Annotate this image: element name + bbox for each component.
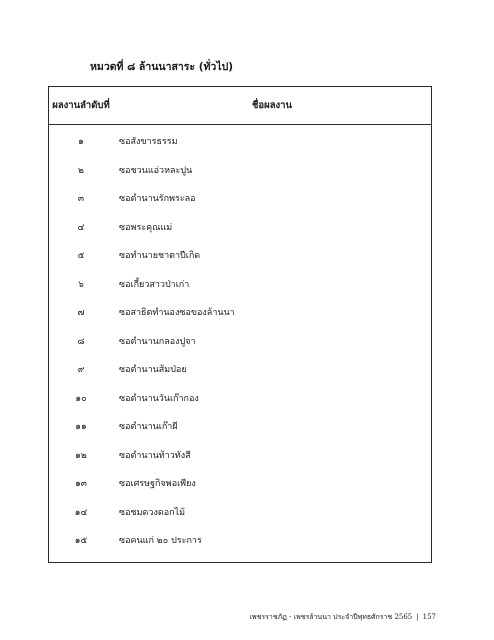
table-row bbox=[49, 156, 431, 185]
section-title: หมวดที่ ๘ ล้านนาสาระ (ทั่วไป) bbox=[90, 61, 234, 73]
table-row bbox=[49, 241, 431, 270]
work-number: ๑๐ bbox=[75, 393, 87, 404]
table-row bbox=[49, 327, 431, 356]
work-title: ซอสังขารธรรม bbox=[119, 137, 178, 148]
table-row bbox=[49, 127, 431, 156]
work-title: ซอตำนานวันเก๊ากอง bbox=[119, 393, 199, 404]
work-number: ๗ bbox=[77, 308, 85, 319]
work-title: ซอตำนานกลองปูจา bbox=[119, 336, 196, 347]
table-row bbox=[49, 213, 431, 242]
work-number: ๒ bbox=[78, 165, 84, 176]
table-row bbox=[49, 498, 431, 527]
header-work-title: ชื่อผลงาน bbox=[251, 100, 292, 111]
work-title: ซอเกี้ยวสาวป่าเก่า bbox=[119, 279, 190, 290]
table-row bbox=[49, 384, 431, 413]
work-number: ๑๔ bbox=[74, 507, 88, 518]
work-title: ซอทำนายชาตาปีเกิด bbox=[119, 251, 201, 262]
work-title: ซอชมดวงดอกไม้ bbox=[119, 507, 186, 518]
table-row bbox=[49, 270, 431, 299]
table-header-row bbox=[49, 87, 431, 125]
works-table bbox=[48, 86, 432, 563]
table-row bbox=[49, 184, 431, 213]
table-row bbox=[49, 412, 431, 441]
table-body bbox=[49, 125, 431, 562]
work-title: ซอตำนานท้าวทังสี bbox=[119, 450, 191, 461]
work-number: ๓ bbox=[77, 194, 85, 205]
work-number: ๑๑ bbox=[75, 422, 87, 433]
work-number: ๕ bbox=[77, 251, 85, 262]
work-number: ๑๕ bbox=[74, 536, 88, 547]
work-number: ๑๒ bbox=[75, 450, 87, 461]
table-row bbox=[49, 441, 431, 470]
table-row bbox=[49, 298, 431, 327]
work-title: ซอตำนานส้มป่อย bbox=[119, 365, 187, 376]
work-title: ซอตำนานรักพระลอ bbox=[119, 194, 196, 205]
work-number: ๙ bbox=[77, 365, 85, 376]
work-title: ซอคนแก่ ๒๐ ประการ bbox=[119, 536, 202, 547]
page-number: 157 bbox=[422, 613, 436, 621]
page-footer bbox=[250, 612, 436, 623]
work-title: ซอสาธิตทำนองซอของล้านนา bbox=[119, 308, 235, 319]
header-work-number: ผลงานลำดับที่ bbox=[52, 100, 110, 111]
table-row bbox=[49, 526, 431, 555]
work-number: ๖ bbox=[78, 279, 84, 290]
table-row bbox=[49, 355, 431, 384]
work-number: ๘ bbox=[77, 336, 85, 347]
work-title: ซอเศรษฐกิจพอเพียง bbox=[119, 479, 196, 490]
table-row bbox=[49, 469, 431, 498]
work-title: ซอพระคุณแม่ bbox=[119, 222, 173, 233]
work-title: ซอตำนานเก๊าผี bbox=[119, 422, 178, 433]
work-number: ๔ bbox=[77, 222, 85, 233]
work-number: ๑ bbox=[78, 137, 84, 148]
work-number: ๑๓ bbox=[75, 479, 87, 490]
footer-separator: | bbox=[416, 613, 419, 621]
footer-text: เพชรราชภัฏ - เพชรล้านนา ประจำปีพุทธศักราช 2565 bbox=[249, 613, 413, 621]
work-title: ซอชวนแอ่วหละปูน bbox=[119, 165, 193, 176]
